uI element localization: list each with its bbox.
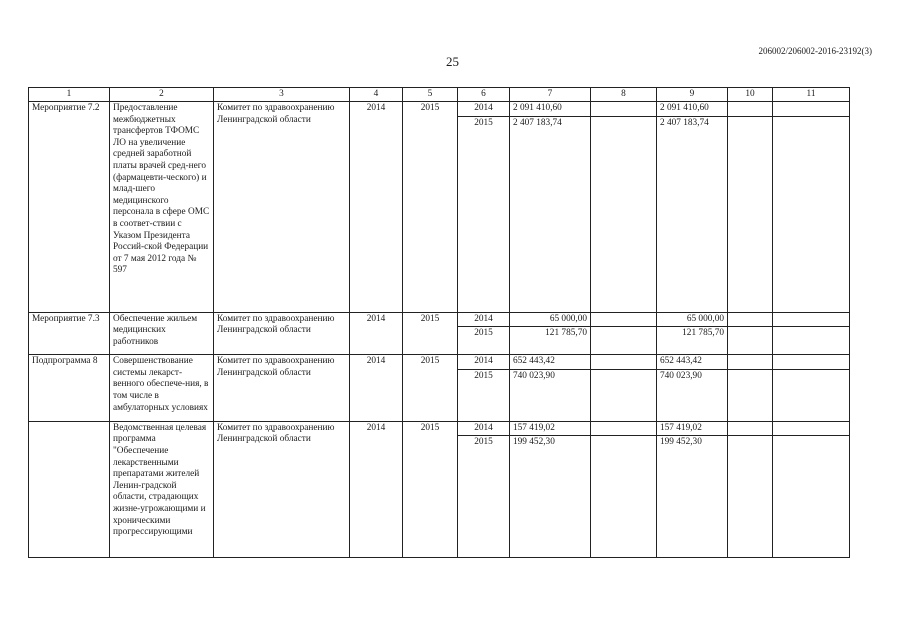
year-cell: 2014 bbox=[458, 102, 510, 117]
table-row bbox=[29, 421, 850, 436]
empty-cell bbox=[728, 312, 773, 327]
responsible-executor: Комитет по здравоохранению Ленинградской области bbox=[214, 312, 350, 355]
empty-cell bbox=[728, 369, 773, 421]
amount-regional: 2 407 183,74 bbox=[657, 116, 728, 312]
table-row bbox=[29, 102, 850, 117]
program-table bbox=[28, 87, 850, 558]
empty-cell bbox=[773, 327, 850, 355]
column-header: 7 bbox=[510, 88, 591, 102]
empty-cell bbox=[591, 421, 657, 436]
empty-cell bbox=[591, 369, 657, 421]
empty-cell bbox=[728, 355, 773, 370]
measure-description: Ведомственная целевая программа "Обеспечение лекарственными препаратами жителей Ленин-градской области, страдающих жизне-угрожающими и хроническими прогрессирующими bbox=[110, 421, 214, 558]
year-cell: 2015 bbox=[458, 369, 510, 421]
row-label bbox=[29, 421, 110, 558]
amount-regional: 65 000,00 bbox=[657, 312, 728, 327]
year-cell: 2014 bbox=[458, 355, 510, 370]
column-header: 6 bbox=[458, 88, 510, 102]
column-header: 4 bbox=[350, 88, 403, 102]
responsible-executor: Комитет по здравоохранению Ленинградской области bbox=[214, 102, 350, 313]
year-cell: 2014 bbox=[458, 421, 510, 436]
empty-cell bbox=[591, 116, 657, 312]
amount-regional: 121 785,70 bbox=[657, 327, 728, 355]
year-cell: 2015 bbox=[458, 327, 510, 355]
end-year: 2015 bbox=[403, 312, 458, 355]
responsible-executor: Комитет по здравоохранению Ленинградской области bbox=[214, 355, 350, 422]
amount-total: 652 443,42 bbox=[510, 355, 591, 370]
empty-cell bbox=[591, 312, 657, 327]
start-year: 2014 bbox=[350, 355, 403, 422]
empty-cell bbox=[728, 421, 773, 436]
empty-cell bbox=[591, 327, 657, 355]
table-row bbox=[29, 355, 850, 370]
document-id: 206002/206002-2016-23192(3) bbox=[758, 46, 872, 56]
measure-description: Совершенствование системы лекарст-венного обеспече-ния, в том числе в амбулаторных условиях bbox=[110, 355, 214, 422]
amount-total: 2 091 410,60 bbox=[510, 102, 591, 117]
end-year: 2015 bbox=[403, 102, 458, 313]
empty-cell bbox=[773, 116, 850, 312]
column-header: 2 bbox=[110, 88, 214, 102]
column-header: 5 bbox=[403, 88, 458, 102]
row-label: Мероприятие 7.2 bbox=[29, 102, 110, 313]
page-number: 25 bbox=[446, 54, 459, 69]
column-header: 3 bbox=[214, 88, 350, 102]
amount-regional: 740 023,90 bbox=[657, 369, 728, 421]
column-header: 9 bbox=[657, 88, 728, 102]
empty-cell bbox=[728, 327, 773, 355]
amount-total: 65 000,00 bbox=[510, 312, 591, 327]
empty-cell bbox=[773, 436, 850, 558]
amount-total: 740 023,90 bbox=[510, 369, 591, 421]
amount-total: 157 419,02 bbox=[510, 421, 591, 436]
end-year: 2015 bbox=[403, 421, 458, 558]
empty-cell bbox=[773, 102, 850, 117]
amount-regional: 157 419,02 bbox=[657, 421, 728, 436]
start-year: 2014 bbox=[350, 102, 403, 313]
year-cell: 2014 bbox=[458, 312, 510, 327]
year-cell: 2015 bbox=[458, 436, 510, 558]
start-year: 2014 bbox=[350, 312, 403, 355]
measure-description: Обеспечение жильем медицинских работников bbox=[110, 312, 214, 355]
column-header: 8 bbox=[591, 88, 657, 102]
amount-total: 121 785,70 bbox=[510, 327, 591, 355]
amount-total: 199 452,30 bbox=[510, 436, 591, 558]
year-cell: 2015 bbox=[458, 116, 510, 312]
empty-cell bbox=[591, 355, 657, 370]
amount-total: 2 407 183,74 bbox=[510, 116, 591, 312]
empty-cell bbox=[728, 436, 773, 558]
amount-regional: 2 091 410,60 bbox=[657, 102, 728, 117]
column-header: 11 bbox=[773, 88, 850, 102]
row-label: Мероприятие 7.3 bbox=[29, 312, 110, 355]
table-row bbox=[29, 312, 850, 327]
column-header: 1 bbox=[29, 88, 110, 102]
amount-regional: 652 443,42 bbox=[657, 355, 728, 370]
row-label: Подпрограмма 8 bbox=[29, 355, 110, 422]
start-year: 2014 bbox=[350, 421, 403, 558]
empty-cell bbox=[728, 102, 773, 117]
empty-cell bbox=[773, 312, 850, 327]
empty-cell bbox=[773, 355, 850, 370]
column-header: 10 bbox=[728, 88, 773, 102]
empty-cell bbox=[773, 421, 850, 436]
empty-cell bbox=[728, 116, 773, 312]
empty-cell bbox=[591, 102, 657, 117]
empty-cell bbox=[591, 436, 657, 558]
amount-regional: 199 452,30 bbox=[657, 436, 728, 558]
measure-description: Предоставление межбюджетных трансфертов ТФОМС ЛО на увеличение средней заработной платы врачей сред-него (фармацевти-ческого) и млад-шего медицинского персонала в сфере ОМС в соответ-ствии с Указом Президента Россий-ской Федерации от 7 мая 2012 года № 597 bbox=[110, 102, 214, 313]
empty-cell bbox=[773, 369, 850, 421]
responsible-executor: Комитет по здравоохранению Ленинградской области bbox=[214, 421, 350, 558]
header-row bbox=[29, 88, 850, 102]
end-year: 2015 bbox=[403, 355, 458, 422]
